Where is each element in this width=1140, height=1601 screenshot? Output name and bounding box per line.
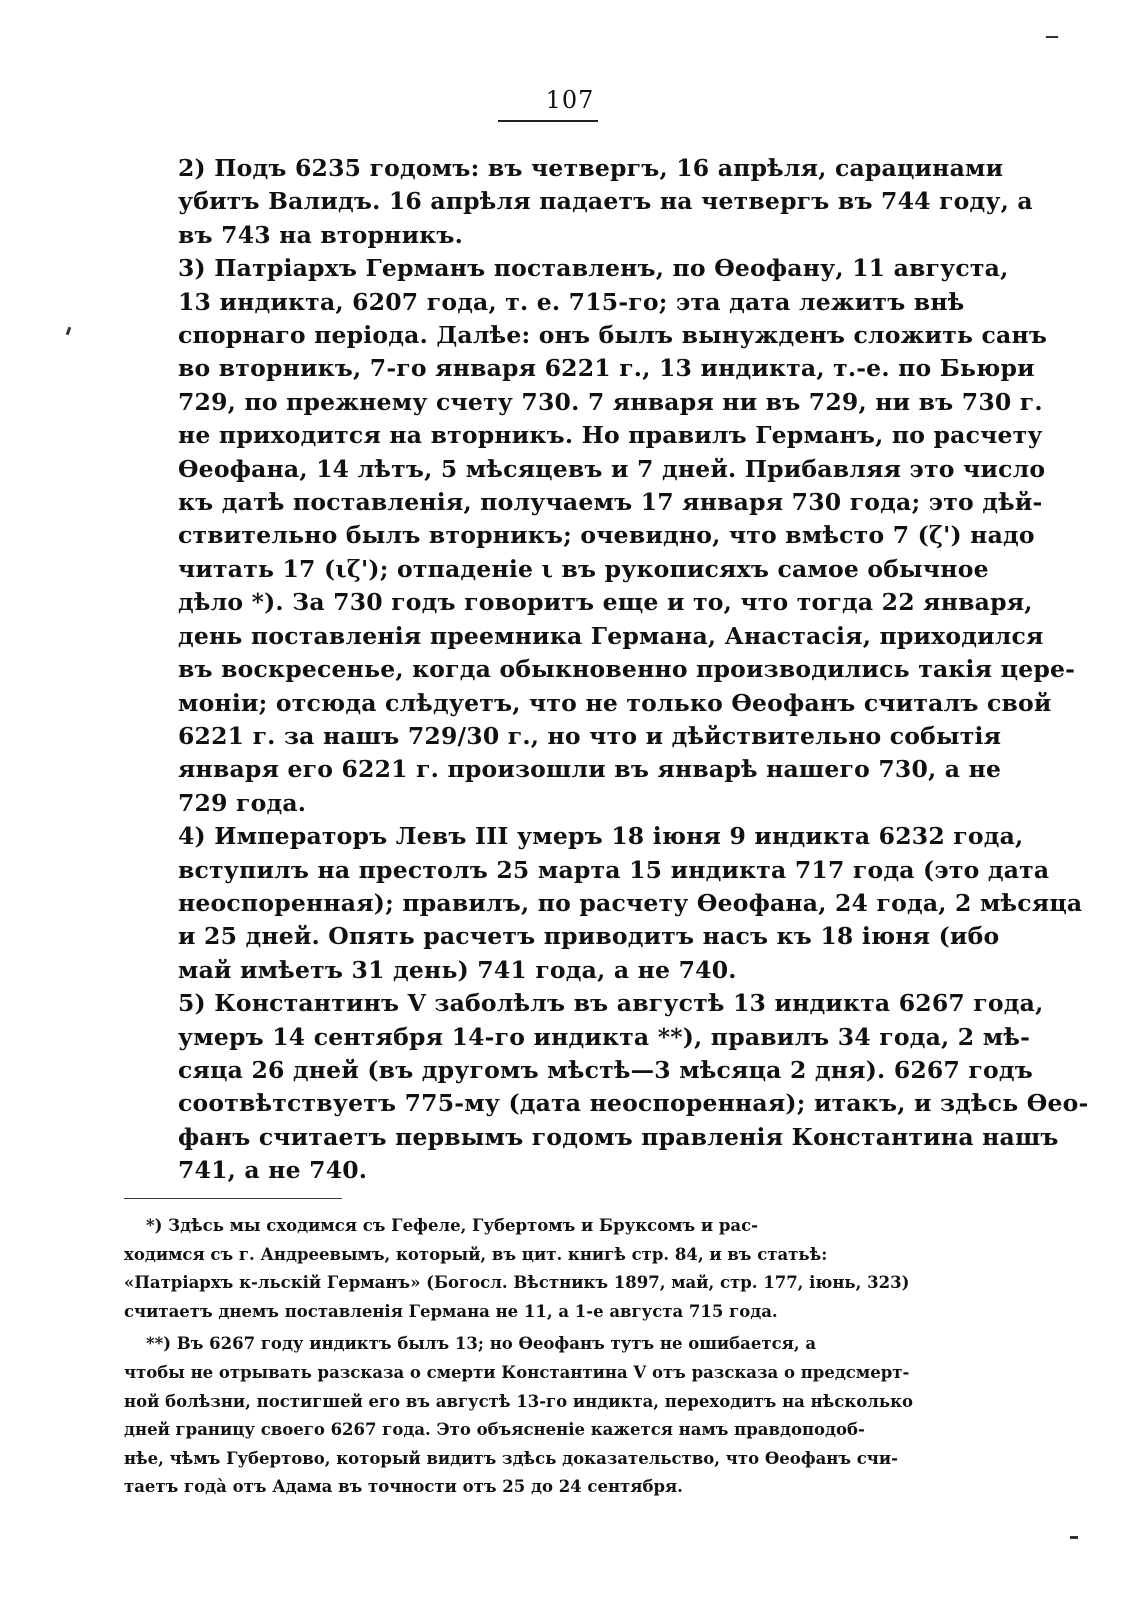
text-line: читать 17 (ιζ'); отпаденіе ι въ рукописяхъ самое обычное [178,554,989,583]
text-line: 2) Подъ 6235 годомъ: въ четвергъ, 16 апрѣля, сарацинами [178,154,1004,182]
paragraph-3 [124,252,1076,820]
text-line: не приходится на вторникъ. Но правилъ Германъ, по расчету [178,421,1043,450]
text-line: нѣе, чѣмъ Губертово, который видитъ здѣсь доказательство, что Ѳеофанъ счи- [124,1448,898,1468]
text-line: чтобы не отрывать разсказа о смерти Константина V отъ разсказа о предсмерт- [124,1362,910,1382]
footnotes [124,1212,964,1506]
text-line: ходимся съ г. Андреевымъ, который, въ цит. книгѣ стр. 84, и въ статьѣ: [124,1244,828,1264]
text-line: моніи; отсюда слѣдуетъ, что не только Ѳеофанъ считалъ свой [178,688,1052,717]
text-line: ной болѣзни, постигшей его въ августѣ 13-го индикта, переходитъ на нѣсколько [124,1391,913,1411]
text-line: 3) Патріархъ Германъ поставленъ, по Ѳеофану, 11 августа, [178,254,1009,283]
paragraph-5 [124,987,1089,1187]
text-line: дней границу своего 6267 года. Это объясненіе кажется намъ правдоподоб- [124,1420,865,1440]
text-line: сяца 26 дней (въ другомъ мѣстѣ—3 мѣсяца 2 дня). 6267 годъ [178,1055,1033,1084]
print-speck [1070,1536,1078,1539]
text-line: Ѳеофана, 14 лѣтъ, 5 мѣсяцевъ и 7 дней. Прибавляя это число [178,454,1046,483]
text-line: 729 года. [178,788,307,817]
text-line: января его 6221 г. произошли въ январѣ нашего 730, а не [178,755,1002,784]
text-line: 13 индикта, 6207 года, т. е. 715-го; эта дата лежитъ внѣ [178,287,965,316]
text-line: спорнаго періода. Далѣе: онъ былъ вынужденъ сложить санъ [178,321,1048,350]
text-line: умеръ 14 сентября 14-го индикта **), правилъ 34 года, 2 мѣ- [178,1022,1031,1051]
text-line: 4) Императоръ Левъ III умеръ 18 іюня 9 индикта 6232 года, [178,822,1024,851]
text-line: и 25 дней. Опять расчетъ приводитъ насъ къ 18 іюня (ибо [178,922,1000,951]
text-line: таетъ годà отъ Адама въ точности отъ 25 до 24 сентября. [124,1477,683,1497]
text-line: къ датѣ поставленія, получаемъ 17 января 730 года; это дѣй- [178,488,1043,517]
paragraph-2 [124,152,1033,252]
text-line: считаетъ днемъ поставленія Германа не 11, а 1-е августа 715 года. [124,1301,778,1321]
text-line: 741, а не 740. [178,1156,368,1185]
text-line: дѣло *). За 730 годъ говоритъ еще и то, что тогда 22 января, [178,588,1033,617]
text-line: **) Въ 6267 году индиктъ былъ 13; но Ѳеофанъ тутъ не ошибается, а [146,1334,817,1354]
page-number: 107 [545,86,595,114]
text-line: въ воскресенье, когда обыкновенно производились такія цере- [178,655,1076,684]
text-line: 5) Константинъ V заболѣлъ въ августѣ 13 индикта 6267 года, [178,989,1044,1018]
footnote-1 [124,1212,964,1326]
footnote-2 [124,1330,964,1502]
text-line: 729, по прежнему счету 730. 7 января ни въ 729, ни въ 730 г. [178,387,1043,416]
text-line: въ 743 на вторникъ. [178,220,463,249]
text-line: неоспоренная); правилъ, по расчету Ѳеофана, 24 года, 2 мѣсяца [178,888,1083,917]
text-line: день поставленія преемника Германа, Анастасія, приходился [178,621,1044,650]
text-line: вступилъ на престолъ 25 марта 15 индикта 717 года (это дата [178,855,1050,884]
text-line: *) Здѣсь мы сходимся съ Гефеле, Губертомъ и Бруксомъ и рас- [146,1216,759,1235]
footnote-divider [124,1198,342,1199]
paragraph-4 [124,820,1083,987]
text-line: «Патріархъ к-льскій Германъ» (Богосл. Вѣстникъ 1897, май, стр. 177, іюнь, 323) [124,1273,910,1293]
text-line: 6221 г. за нашъ 729/30 г., но что и дѣйствительно событія [178,721,1002,750]
text-line: во вторникъ, 7-го января 6221 г., 13 индикта, т.-е. по Бьюри [178,354,1035,383]
page-number-rule [498,120,598,122]
print-speck [1046,36,1058,38]
main-text [124,152,1089,1188]
text-line: май имѣетъ 31 день) 741 года, а не 740. [178,955,737,984]
text-line: фанъ считаетъ первымъ годомъ правленія Константина нашъ [178,1122,1059,1151]
print-speck [66,327,72,336]
text-line: ствительно былъ вторникъ; очевидно, что вмѣсто 7 (ζ') надо [178,521,1035,550]
text-line: убитъ Валидъ. 16 апрѣля падаетъ на четвергъ въ 744 году, а [178,187,1033,216]
text-line: соотвѣтствуетъ 775-му (дата неоспоренная); итакъ, и здѣсь Ѳео- [178,1089,1089,1118]
